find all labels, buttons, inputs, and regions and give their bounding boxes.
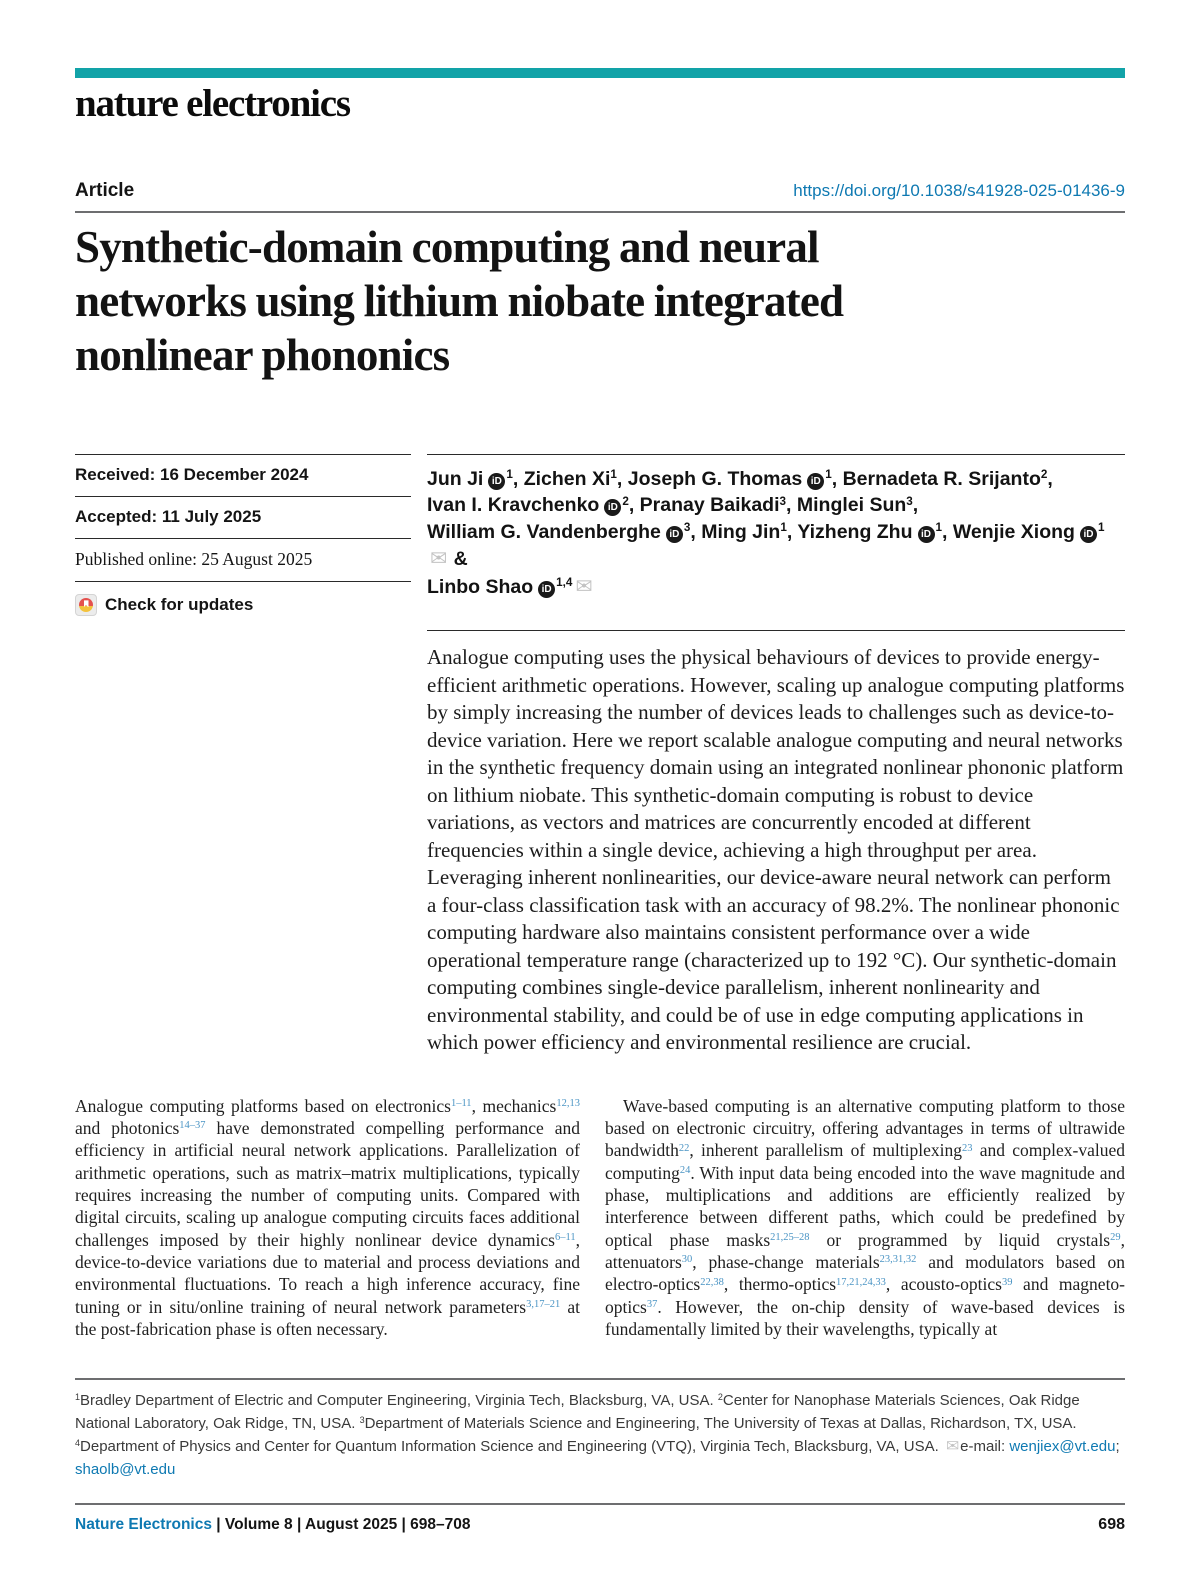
- body-paragraph: Analogue computing platforms based on electronics$^{1-11}$, mechanics$^{12,13}$ and photonics$^{14-37}$ have demonstrated compelling performance and efficiency in artificial neural network applications. Parallelization of arithmetic operations, such as matrix–matrix multiplications, typically requires increasing the number of computing units. Compared with digital circuits, scaling up analogue computing circuits faces additional challenges imposed by their highly nonlinear device dynamics$^{6-11}$, device-to-device variations due to material and process deviations and environmental fluctuations. To reach a high inference accuracy, fine tuning or in situ/online training of neural network parameters$^{3,17-21}$ at the post-fabrication phase is often necessary.: [75, 1095, 580, 1339]
- affiliations-divider: [75, 1378, 1125, 1380]
- reference-link[interactable]: 30: [681, 1254, 693, 1266]
- body-column-left: [75, 1095, 580, 1340]
- affiliation-superscript: 4: [75, 1438, 81, 1449]
- author-line: Ivan I. Kravchenko iD $^2$, Pranay Baikadi$^3$, Minglei Sun$^3$,: [427, 494, 919, 517]
- affiliations-text: $^1$Bradley Department of Electric and Computer Engineering, Virginia Tech, Blacksburg, VA, USA. $^2$Center for Nanophase Materials Sciences, Oak Ridge National Laboratory, Oak Ridge, TN, USA. $^3$Department of Materials Science and Engineering, The University of Texas at Dallas, Richardson, TX, USA. $^4$Department of Physics and Center for Quantum Information Science and Engineering (VTQ), Virginia Tech, Blacksburg, VA, USA. ✉e-mail: wenjiex@vt.edu; shaolb@vt.edu: [75, 1392, 1120, 1478]
- reference-link[interactable]: 37: [646, 1298, 658, 1310]
- reference-link[interactable]: 39: [1001, 1276, 1013, 1288]
- article-title-line: nonlinear phononics: [75, 329, 450, 380]
- article-title-line: Synthetic-domain computing and neural: [75, 221, 819, 272]
- affiliation-superscript: 1: [1097, 521, 1105, 535]
- email-icon[interactable]: ✉: [575, 573, 593, 598]
- footer-issue-text: | Volume 8 | August 2025 | 698–708: [211, 1516, 471, 1534]
- email-link[interactable]: shaolb@vt.edu: [75, 1460, 176, 1478]
- reference-link[interactable]: 23: [961, 1142, 973, 1154]
- affiliation-superscript: 3: [359, 1414, 365, 1425]
- email-icon[interactable]: ✉: [430, 546, 448, 571]
- reference-link[interactable]: 23,31,32: [879, 1254, 917, 1266]
- doi-link[interactable]: https://doi.org/10.1038/s41928-025-01436-9: [793, 180, 1125, 200]
- footer-journal-line: [75, 1516, 1125, 1534]
- orcid-icon[interactable]: iD: [918, 526, 935, 543]
- abstract-divider: [427, 630, 1125, 631]
- check-for-updates-button[interactable]: [75, 582, 411, 628]
- orcid-icon[interactable]: iD: [604, 499, 621, 516]
- page-number: 698: [1098, 1516, 1125, 1534]
- affiliation-superscript: 1: [780, 521, 787, 535]
- article-header-row: [75, 180, 1125, 202]
- footer-journal-link[interactable]: Nature Electronics: [75, 1516, 212, 1534]
- affiliation-superscript: 1: [935, 521, 943, 535]
- footer-divider: [75, 1503, 1125, 1505]
- affiliation-superscript: 1: [825, 468, 832, 482]
- reference-link[interactable]: 21,25–28: [770, 1231, 810, 1243]
- affiliation-superscript: 1: [610, 468, 617, 482]
- orcid-icon[interactable]: iD: [1080, 526, 1097, 543]
- body-column-right: [605, 1095, 1125, 1340]
- orcid-icon[interactable]: iD: [666, 526, 683, 543]
- article-title-line: networks using lithium niobate integrated: [75, 275, 844, 326]
- author-line: William G. Vandenberghe iD $^3$, Ming Jin$^1$, Yizheng Zhu iD $^1$, Wenjie Xiong iD $^1$✉ &: [427, 520, 1105, 571]
- reference-link[interactable]: 24: [679, 1165, 691, 1177]
- received-date: Received: 16 December 2024: [75, 455, 411, 497]
- affiliation-superscript: 2: [717, 1392, 723, 1403]
- affiliation-superscript: 3: [683, 521, 691, 535]
- orcid-icon[interactable]: iD: [488, 473, 505, 490]
- reference-link[interactable]: 22: [678, 1142, 690, 1154]
- orcid-icon[interactable]: iD: [538, 581, 555, 598]
- header-divider: [75, 211, 1125, 213]
- article-info-section: [75, 454, 1125, 1057]
- abstract-text: Analogue computing uses the physical behaviours of devices to provide energy-efficient arithmetic operations. However, scaling up analogue computing platforms by simply increasing the number of devices leads to challenges such as device-to-device variation. Here we report scalable analogue computing and neural networks in the synthetic frequency domain using an integrated nonlinear phononic platform on lithium niobate. This synthetic-domain computing is robust to device variations, as vectors and matrices are concurrently encoded at different frequencies within a single device, achieving a high throughput per area. Leveraging inherent nonlinearities, our device-aware neural network can perform a four-class classification task with an accuracy of 98.2%. The nonlinear phononic computing hardware also maintains consistent performance over a wide operational temperature range (characterized up to 192 °C). Our synthetic-domain computing combines single-device parallelism, inherent nonlinearity and environmental stability, and could be of use in edge computing applications in which power efficiency and environmental resilience are crucial.: [427, 645, 1125, 1055]
- affiliation-superscript: 1: [75, 1392, 81, 1403]
- dates-table: [75, 454, 411, 628]
- article-title: [75, 220, 1125, 382]
- email-icon[interactable]: ✉: [945, 1436, 960, 1456]
- dates-column: [75, 454, 427, 1057]
- reference-link[interactable]: 12,13: [556, 1098, 580, 1110]
- author-line: Linbo Shao iD $^{1,4}$ ✉: [427, 573, 593, 598]
- footer-issue-info: [75, 1516, 471, 1534]
- accepted-date: Accepted: 11 July 2025: [75, 497, 411, 539]
- orcid-icon[interactable]: iD: [807, 473, 824, 490]
- reference-link[interactable]: 1–11: [450, 1098, 472, 1110]
- affiliation-superscript: 1: [506, 468, 513, 482]
- article-body: [75, 1095, 1125, 1340]
- check-for-updates-label: Check for updates: [105, 594, 254, 614]
- authors-abstract-column: [427, 454, 1125, 1057]
- affiliation-superscript: 3: [906, 494, 913, 508]
- journal-logo: nature electronics: [75, 82, 350, 125]
- crossmark-icon: [75, 594, 97, 616]
- published-date: Published online: 25 August 2025: [75, 539, 411, 582]
- reference-link[interactable]: 29: [1110, 1231, 1121, 1243]
- article-type-label: Article: [75, 179, 135, 201]
- affiliation-superscript: 2: [1040, 468, 1048, 482]
- author-list: [427, 454, 1125, 631]
- reference-link[interactable]: 22,38: [700, 1276, 724, 1288]
- affiliation-superscript: 1,4: [556, 576, 573, 590]
- reference-link[interactable]: 17,21,24,33: [836, 1276, 886, 1288]
- reference-link[interactable]: 14–37: [179, 1120, 206, 1132]
- affiliation-superscript: 3: [779, 494, 787, 508]
- journal-accent-bar: [75, 68, 1125, 78]
- reference-link[interactable]: 6–11: [555, 1231, 576, 1243]
- author-line: Jun Ji iD $^1$, Zichen Xi$^1$, Joseph G. Thomas iD $^1$, Bernadeta R. Srijanto$^2$,: [427, 467, 1053, 490]
- body-paragraph: Wave-based computing is an alternative computing platform to those based on electronic circuitry, offering advantages in terms of ultrawide bandwidth$^{22}$, inherent parallelism of multiplexing$^{23}$ and complex-valued computing$^{24}$. With input data being encoded into the wave magnitude and phase, multiplications and additions are efficiently realized by interference between different paths, which could be predefined by optical phase masks$^{21,25-28}$ or programmed by liquid crystals$^{29}$, attenuators$^{30}$, phase-change materials$^{23,31,32}$ and modulators based on electro-optics$^{22,38}$, thermo-optics$^{17,21,24,33}$, acousto-optics$^{39}$ and magneto-optics$^{37}$. However, the on-chip density of wave-based devices is fundamentally limited by their wavelengths, typically at: [605, 1095, 1126, 1339]
- affiliation-superscript: 2: [622, 494, 629, 508]
- reference-link[interactable]: 3,17–21: [526, 1298, 561, 1310]
- email-link[interactable]: wenjiex@vt.edu: [1009, 1438, 1116, 1456]
